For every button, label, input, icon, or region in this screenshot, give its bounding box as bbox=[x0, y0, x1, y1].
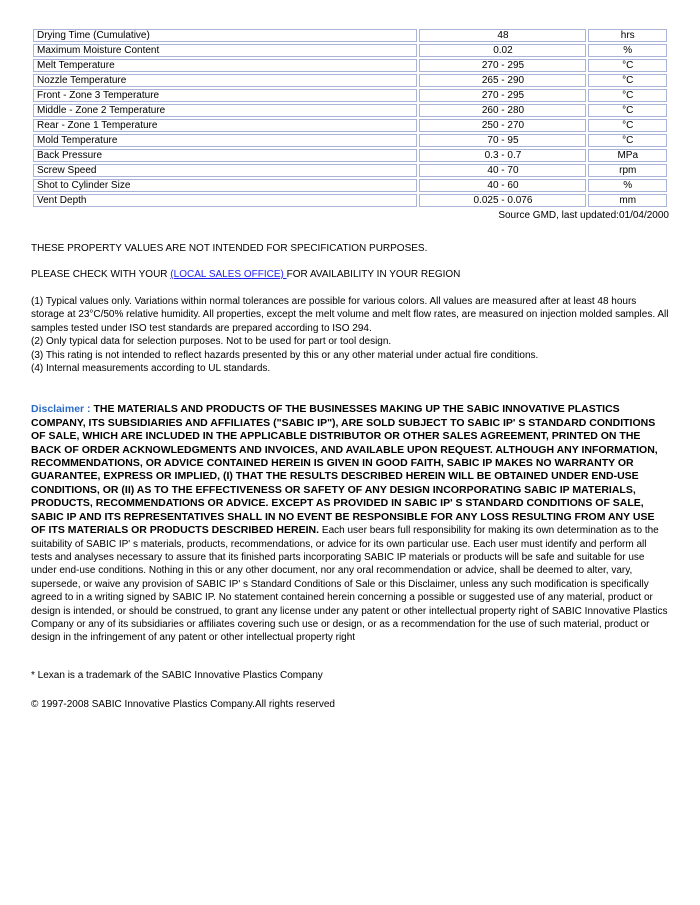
table-row bbox=[33, 119, 667, 132]
property-unit-cell: mm bbox=[588, 194, 667, 207]
footnotes-block bbox=[31, 295, 669, 375]
property-value-cell: 40 - 70 bbox=[419, 164, 586, 177]
property-unit-cell: % bbox=[588, 44, 667, 57]
disclaimer-normal-text: Each user bears full responsibility for making its own determination as to the suitability of SABIC IP' s materials, products, recommendations, or advice for its own particular use. Each user must identify and perform all tests and analyses necessary to assure that its finished parts incorporating SABIC IP materials or products will be safe and suitable for use under end-use conditions. Nothing in this or any other document, nor any oral recommendation or advice, shall be deemed to alter, vary, supersede, or waive any provision of SABIC IP' s Standard Conditions of Sale or this Disclaimer, unless any such modification is specifically agreed to in a writing signed by SABIC IP. No statement contained herein concerning a possible or suggested use of any material, product or design is intended, or should be construed, to grant any license under any patent or other intellectual property right of SABIC Innovative Plastics Company or any of its subsidiaries or affiliates covering such use or design, or as a recommendation for the use of such material, product or design in the infringement of any patent or other intellectual property right bbox=[31, 525, 668, 644]
table-row bbox=[33, 149, 667, 162]
property-value-cell: 48 bbox=[419, 29, 586, 42]
property-unit-cell: °C bbox=[588, 104, 667, 117]
property-value-cell: 260 - 280 bbox=[419, 104, 586, 117]
property-name-cell: Screw Speed bbox=[33, 164, 417, 177]
property-name-cell: Melt Temperature bbox=[33, 59, 417, 72]
footnote-line: (3) This rating is not intended to reflect hazards presented by this or any other material under actual fire conditions. bbox=[31, 349, 539, 361]
property-value-cell: 0.3 - 0.7 bbox=[419, 149, 586, 162]
property-unit-cell: °C bbox=[588, 134, 667, 147]
availability-statement bbox=[31, 268, 669, 281]
property-name-cell: Vent Depth bbox=[33, 194, 417, 207]
table-row bbox=[33, 29, 667, 42]
property-unit-cell: °C bbox=[588, 89, 667, 102]
table-row bbox=[33, 44, 667, 57]
local-sales-office-link[interactable]: (LOCAL SALES OFFICE) bbox=[170, 269, 287, 280]
copyright-note: © 1997-2008 SABIC Innovative Plastics Company.All rights reserved bbox=[31, 698, 335, 710]
property-value-cell: 270 - 295 bbox=[419, 89, 586, 102]
footnote-line: (1) Typical values only. Variations within normal tolerances are possible for various colors. All values are measured after at least 48 hours storage at 23°C/50% relative humidity. All properties, except the melt volume and melt flow rates, are measured on injection molded samples. All samples tested under ISO test standards are prepared according to ISO 294. bbox=[31, 296, 669, 334]
availability-prefix: PLEASE CHECK WITH YOUR bbox=[31, 269, 171, 280]
property-unit-cell: MPa bbox=[588, 149, 667, 162]
table-row bbox=[33, 104, 667, 117]
property-name-cell: Rear - Zone 1 Temperature bbox=[33, 119, 417, 132]
property-value-cell: 40 - 60 bbox=[419, 179, 586, 192]
table-row bbox=[33, 194, 667, 207]
table-row bbox=[33, 164, 667, 177]
footnote-line: (4) Internal measurements according to UL standards. bbox=[31, 363, 271, 375]
footnote-line: (2) Only typical data for selection purposes. Not to be used for part or tool design. bbox=[31, 336, 392, 348]
spec-purpose-statement: THESE PROPERTY VALUES ARE NOT INTENDED FOR SPECIFICATION PURPOSES. bbox=[31, 243, 428, 254]
property-unit-cell: hrs bbox=[588, 29, 667, 42]
disclaimer-bold-text: THE MATERIALS AND PRODUCTS OF THE BUSINESSES MAKING UP THE SABIC INNOVATIVE PLASTICS COMPANY, ITS SUBSIDIARIES AND AFFILIATES ("SABIC IP"), ARE SOLD SUBJECT TO SABIC IP' S STANDARD CONDITIONS OF SALE, WHICH ARE INCLUDED IN THE APPLICABLE DISTRIBUTOR OR OTHER SALES AGREEMENT, PRINTED ON THE BACK OF ORDER ACKNOWLEDGMENTS AND INVOICES, AND AVAILABLE UPON REQUEST. ALTHOUGH ANY INFORMATION, RECOMMENDATIONS, OR ADVICE CONTAINED HEREIN IS GIVEN IN GOOD FAITH, SABIC IP MAKES NO WARRANTY OR GUARANTEE, EXPRESS OR IMPLIED, (I) THAT THE RESULTS DESCRIBED HEREIN WILL BE OBTAINED UNDER END-USE CONDITIONS, OR (II) AS TO THE EFFECTIVENESS OR SAFETY OF ANY DESIGN INCORPORATING SABIC IP MATERIALS, PRODUCTS, RECOMMENDATIONS OR ADVICE. EXCEPT AS PROVIDED IN SABIC IP' S STANDARD CONDITIONS OF SALE, SABIC IP AND ITS REPRESENTATIVES SHALL IN NO EVENT BE RESPONSIBLE FOR ANY LOSS RESULTING FROM ANY USE OF ITS MATERIALS OR PRODUCTS DESCRIBED HEREIN. bbox=[31, 403, 658, 537]
disclaimer-paragraph bbox=[31, 403, 669, 644]
disclaimer-label: Disclaimer : bbox=[31, 403, 94, 416]
table-row bbox=[33, 59, 667, 72]
table-row bbox=[33, 179, 667, 192]
property-unit-cell: % bbox=[588, 179, 667, 192]
property-unit-cell: °C bbox=[588, 59, 667, 72]
table-row bbox=[33, 134, 667, 147]
property-unit-cell: rpm bbox=[588, 164, 667, 177]
source-note: Source GMD, last updated:01/04/2000 bbox=[498, 210, 669, 221]
property-name-cell: Shot to Cylinder Size bbox=[33, 179, 417, 192]
property-name-cell: Mold Temperature bbox=[33, 134, 417, 147]
property-unit-cell: °C bbox=[588, 74, 667, 87]
availability-suffix: FOR AVAILABILITY IN YOUR REGION bbox=[286, 269, 461, 280]
processing-properties-table bbox=[31, 27, 669, 209]
property-value-cell: 250 - 270 bbox=[419, 119, 586, 132]
property-name-cell: Drying Time (Cumulative) bbox=[33, 29, 417, 42]
table-row bbox=[33, 89, 667, 102]
trademark-note: * Lexan is a trademark of the SABIC Innovative Plastics Company bbox=[31, 669, 323, 681]
property-name-cell: Maximum Moisture Content bbox=[33, 44, 417, 57]
property-value-cell: 0.02 bbox=[419, 44, 586, 57]
property-value-cell: 0.025 - 0.076 bbox=[419, 194, 586, 207]
property-unit-cell: °C bbox=[588, 119, 667, 132]
property-name-cell: Front - Zone 3 Temperature bbox=[33, 89, 417, 102]
property-value-cell: 70 - 95 bbox=[419, 134, 586, 147]
property-name-cell: Nozzle Temperature bbox=[33, 74, 417, 87]
property-value-cell: 265 - 290 bbox=[419, 74, 586, 87]
property-name-cell: Middle - Zone 2 Temperature bbox=[33, 104, 417, 117]
table-row bbox=[33, 74, 667, 87]
property-name-cell: Back Pressure bbox=[33, 149, 417, 162]
property-value-cell: 270 - 295 bbox=[419, 59, 586, 72]
